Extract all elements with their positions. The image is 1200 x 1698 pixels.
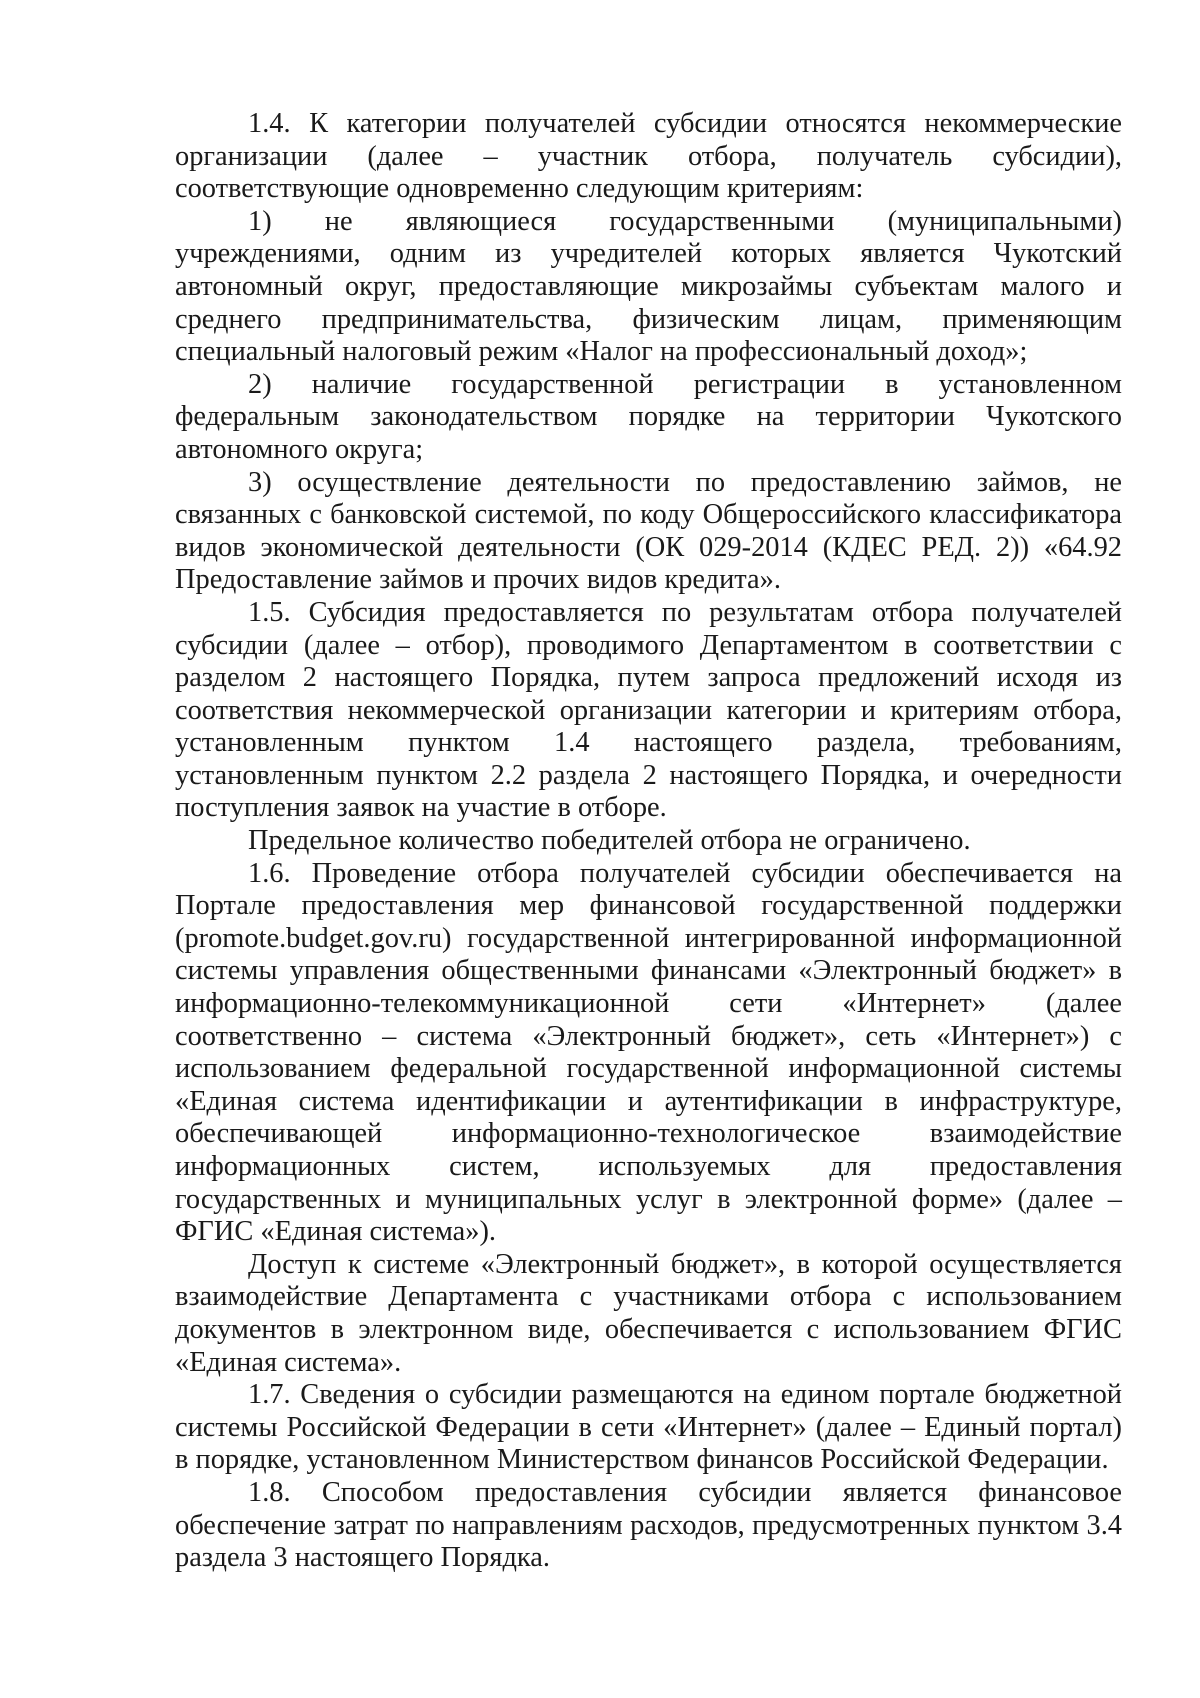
paragraph-winners-limit: Предельное количество победителей отбора не ограничено. <box>248 825 971 857</box>
paragraph-1-6: 1.6. Проведение отбора получателей субсидии обеспечивается на Портале предоставления мер финансовой государственной поддержки (promote.budget.gov.ru) государственной интегрированной информационной системы управления общественными финансами «Электронный бюджет» в информационно-телекоммуникационной сети «Интернет» (далее соответственно – система «Электронный бюджет», сеть «Интернет») с использованием федеральной государственной информационной системы «Единая система идентификации и аутентификации в инфраструктуре, обеспечивающей информационно-технологическое взаимодействие информационных систем, используемых для предоставления государственных и муниципальных услуг в электронной форме» (далее – ФГИС «Единая система»). <box>175 857 1122 1248</box>
paragraph-criterion-1: 1) не являющиеся государственными (муниципальными) учреждениями, одним из учредителей которых является Чукотский автономный округ, предоставляющие микрозаймы субъектам малого и среднего предпринимательства, физическим лицам, применяющим специальный налоговый режим «Налог на профессиональный доход»; <box>175 205 1122 368</box>
paragraph-1-5: 1.5. Субсидия предоставляется по результатам отбора получателей субсидии (далее – отбор), проводимого Департаментом в соответствии с разделом 2 настоящего Порядка, путем запроса предложений исходя из соответствия некоммерческой организации категории и критериям отбора, установленным пунктом 1.4 настоящего раздела, требованиям, установленным пунктом 2.2 раздела 2 настоящего Порядка, и очередности поступления заявок на участие в отборе. <box>175 596 1122 824</box>
paragraph-access: Доступ к системе «Электронный бюджет», в которой осуществляется взаимодействие Департамента с участниками отбора с использованием документов в электронном виде, обеспечивается с использованием ФГИС «Единая система». <box>175 1248 1122 1378</box>
paragraph-1-7: 1.7. Сведения о субсидии размещаются на едином портале бюджетной системы Российской Федерации в сети «Интернет» (далее – Единый портал) в порядке, установленном Министерством финансов Российской Федерации. <box>175 1379 1122 1476</box>
paragraph-criterion-2: 2) наличие государственной регистрации в установленном федеральным законодательством порядке на территории Чукотского автономного округа; <box>175 368 1122 465</box>
paragraph-1-4: 1.4. К категории получателей субсидии относятся некоммерческие организации (далее – участник отбора, получатель субсидии), соответствующие одновременно следующим критериям: <box>175 108 1122 205</box>
paragraph-1-8: 1.8. Способом предоставления субсидии является финансовое обеспечение затрат по направлениям расходов, предусмотренных пунктом 3.4 раздела 3 настоящего Порядка. <box>175 1476 1122 1574</box>
document-page <box>175 108 1122 1575</box>
paragraph-criterion-3: 3) осуществление деятельности по предоставлению займов, не связанных с банковской системой, по коду Общероссийского классификатора видов экономической деятельности (ОК 029-2014 (КДЕС РЕД. 2)) «64.92 Предоставление займов и прочих видов кредита». <box>175 466 1122 596</box>
